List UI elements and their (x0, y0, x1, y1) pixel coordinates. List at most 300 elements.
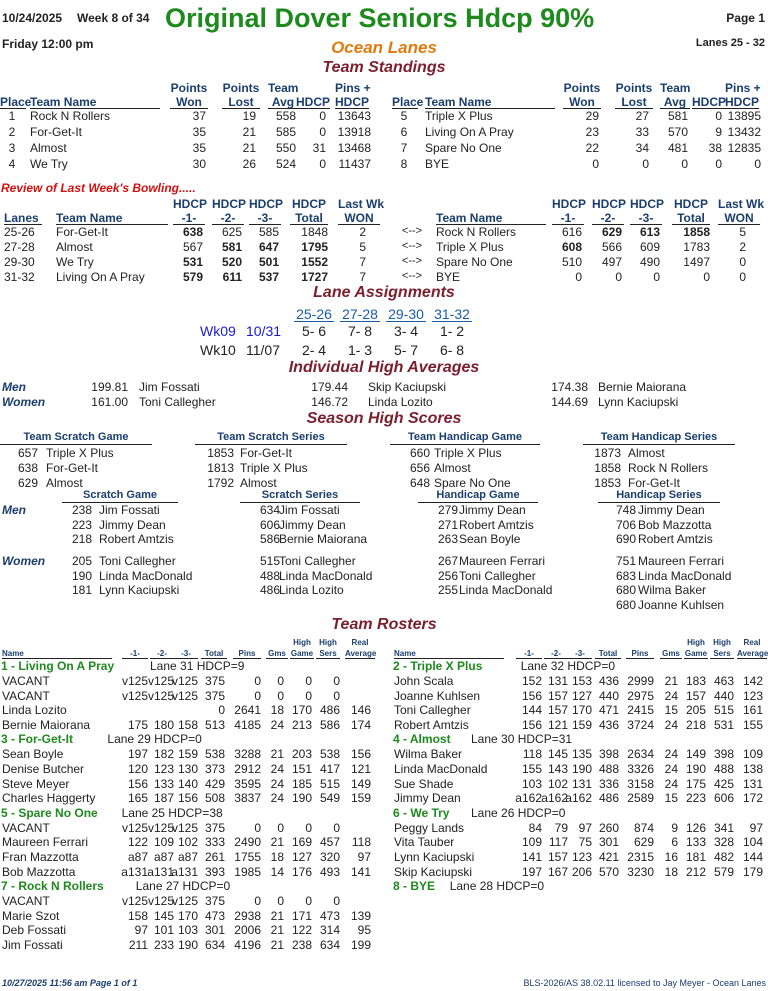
roster-game3: 97 (578, 820, 592, 835)
col-game3: -3- (568, 650, 592, 659)
standing-lost: 34 (635, 141, 649, 155)
roster-pins: 2315 (627, 850, 654, 864)
roster-games: 0 (277, 894, 284, 909)
col-team-avg: Team (660, 81, 691, 95)
roster-pins: 2490 (234, 835, 261, 850)
league-title: Original Dover Seniors Hdcp 90% (165, 3, 595, 33)
roster-team-info: Lane 25 HDCP=38 (121, 805, 223, 820)
roster-player-name: Sean Boyle (2, 747, 64, 762)
high-avg-name: Toni Callegher (139, 395, 216, 409)
review-team: BYE (436, 270, 461, 284)
roster-high-series: 457 (319, 835, 340, 850)
roster-pins: 2912 (234, 762, 261, 776)
col-game: -3- (249, 212, 281, 225)
roster-high-series: 425 (713, 776, 734, 791)
roster-game1: v125 (121, 820, 148, 835)
roster-pins: 0 (254, 894, 261, 909)
roster-average: 155 (742, 717, 763, 732)
roster-game1: v125 (121, 894, 148, 909)
ind-high-name: Sean Boyle (459, 532, 521, 547)
roster-high-series: 634 (319, 938, 340, 952)
standing-pins: 13468 (337, 141, 371, 155)
ind-high-value: 690 (615, 532, 636, 547)
roster-game1: v125 (121, 674, 148, 688)
review-game1: 0 (575, 270, 582, 284)
roster-total: 471 (598, 703, 619, 718)
col-games: Gms (660, 650, 682, 659)
standing-team: We Try (30, 157, 68, 171)
roster-team-info: Lane 26 HDCP=0 (471, 805, 566, 820)
footer-printed: 10/27/2025 11:56 am Page 1 of 1 (2, 978, 138, 988)
review-team: We Try (56, 255, 94, 269)
roster-high-game: 157 (685, 688, 706, 703)
standing-lost: 0 (642, 157, 649, 171)
roster-player-name: Denise Butcher (2, 762, 85, 776)
roster-game2: 133 (153, 776, 174, 791)
review-total: 0 (703, 270, 710, 284)
roster-average: 174 (350, 717, 371, 732)
review-total: 1497 (683, 255, 710, 269)
roster-game1: 156 (127, 776, 148, 791)
roster-game3: a131 (171, 864, 198, 879)
ind-high-name: Toni Callegher (99, 554, 176, 568)
review-vs: <--> (401, 255, 423, 267)
roster-average: 138 (742, 762, 763, 776)
roster-team-name: 2 - Triple X Plus (393, 659, 483, 673)
ind-high-value: 271 (437, 517, 458, 532)
team-group-label: Team Scratch Game (0, 432, 152, 445)
roster-player-name: Marie Szot (2, 908, 60, 923)
ind-high-name: Linda MacDonald (459, 583, 553, 598)
roster-player-name: Deb Fossati (2, 923, 67, 938)
high-avg-name: Skip Kaciupski (368, 380, 447, 394)
ind-high-value: 205 (71, 554, 92, 568)
high-avg-name: Bernie Maiorana (598, 380, 687, 394)
review-total: 1552 (301, 255, 328, 269)
standing-lost: 19 (242, 109, 256, 123)
col-won: WON (718, 212, 760, 225)
high-avg-name: Lynn Kaciupski (598, 395, 679, 409)
col-points-lost: Points (222, 81, 260, 95)
roster-games: 24 (270, 791, 284, 806)
roster-game2: 123 (153, 762, 174, 776)
roster-pins: 4185 (234, 717, 261, 732)
roster-game3: v125 (171, 688, 198, 703)
roster-total: 375 (204, 688, 225, 703)
high-avg-value: 199.81 (91, 380, 128, 394)
standing-lost: 26 (242, 157, 256, 171)
roster-player-name: Peggy Lands (394, 820, 465, 835)
roster-game1: 158 (127, 908, 148, 923)
roster-high-game: 181 (685, 850, 706, 864)
roster-pins: 0 (254, 820, 261, 835)
review-total: 1795 (301, 240, 328, 254)
roster-game3: 158 (177, 717, 198, 732)
col-total: Total (290, 212, 328, 225)
standing-place: 4 (8, 157, 16, 171)
lane-week: Wk10 (200, 342, 236, 358)
roster-high-series: 549 (319, 791, 340, 806)
review-won: 5 (739, 225, 746, 239)
roster-high-game: 190 (685, 762, 706, 776)
roster-game1: 97 (134, 923, 148, 938)
roster-game2: 117 (548, 835, 568, 850)
roster-game2: 233 (153, 938, 174, 952)
roster-game2: a162 (541, 791, 568, 806)
roster-pins: 0 (254, 688, 261, 703)
ind-high-value: 256 (437, 568, 458, 583)
review-total: 1858 (683, 225, 710, 239)
standing-team: Spare No One (425, 141, 502, 155)
high-averages-title: Individual High Averages (288, 359, 480, 376)
roster-team-name: 8 - BYE (393, 879, 436, 894)
roster-pins: 2589 (627, 791, 654, 806)
review-game2: 581 (221, 240, 242, 254)
roster-pins: 2415 (627, 703, 654, 718)
review-won: 7 (359, 270, 366, 284)
roster-games: 9 (671, 820, 678, 835)
roster-average: 161 (742, 703, 763, 718)
roster-games: 18 (270, 850, 284, 864)
review-title: Review of Last Week's Bowling..... (1, 181, 196, 195)
ind-high-name: Linda Lozito (279, 583, 344, 598)
roster-total: 373 (204, 762, 225, 776)
roster-high-series: 0 (333, 820, 340, 835)
standing-pins: 13895 (727, 109, 761, 123)
roster-high-series: 417 (319, 762, 340, 776)
roster-games: 24 (664, 688, 678, 703)
ind-high-name: Maureen Ferrari (459, 554, 546, 568)
standing-pins: 13918 (337, 125, 371, 139)
roster-game3: v125 (171, 894, 198, 909)
roster-pins: 3326 (627, 762, 654, 776)
roster-average: 97 (357, 850, 371, 864)
lane-matchup: 3- 4 (393, 323, 419, 339)
ind-high-name: Bernie Maiorana (279, 532, 368, 547)
standing-pins: 13432 (727, 125, 761, 139)
ind-high-value: 486 (259, 583, 280, 598)
ind-high-name: Jimmy Dean (279, 517, 346, 532)
roster-team-name: 7 - Rock N Rollers (1, 879, 104, 894)
roster-game1: 197 (521, 864, 542, 879)
standing-avg: 0 (681, 157, 688, 171)
men-label: Men (2, 503, 26, 517)
standing-place: 2 (8, 125, 16, 139)
col-game3: -3- (174, 650, 198, 659)
roster-game1: 197 (127, 747, 148, 762)
team-high-team: Triple X Plus (46, 446, 114, 460)
roster-games: 15 (664, 703, 678, 718)
high-avg-value: 161.00 (91, 395, 128, 409)
lane-matchup: 7- 8 (347, 323, 373, 339)
roster-high-series: 538 (319, 747, 340, 762)
page-label: Page 1 (726, 11, 765, 25)
ind-high-name: Linda MacDonald (99, 568, 193, 583)
roster-games: 18 (664, 864, 678, 879)
roster-game2: 145 (547, 747, 568, 762)
roster-game1: a131 (121, 864, 148, 879)
roster-high-series: 606 (713, 791, 734, 806)
roster-team-name: 5 - Spare No One (1, 805, 98, 820)
col-hdcp: HDCP (692, 95, 727, 109)
roster-average: 109 (742, 747, 763, 762)
standing-pins: 13643 (337, 109, 371, 123)
roster-player-name: Skip Kaciupski (394, 864, 473, 879)
col-high-series: Sers (316, 650, 340, 659)
standing-hdcp: 31 (312, 141, 326, 155)
roster-games: 24 (270, 776, 284, 791)
lane-matchup: 5- 6 (301, 323, 327, 339)
roster-game3: a162 (565, 791, 592, 806)
standing-hdcp: 38 (708, 141, 722, 155)
high-avg-name: Jim Fossati (139, 380, 200, 394)
roster-player-name: Lynn Kaciupski (394, 850, 475, 864)
roster-team-info: Lane 30 HDCP=31 (471, 732, 573, 747)
standing-won: 22 (585, 141, 599, 155)
roster-games: 21 (270, 747, 284, 762)
roster-high-game: 126 (685, 820, 706, 835)
ind-high-value: 748 (615, 503, 636, 517)
roster-high-series: 531 (713, 717, 734, 732)
roster-pins: 3595 (234, 776, 261, 791)
team-high-value: 1858 (594, 461, 621, 475)
roster-player-name: Wilma Baker (394, 747, 463, 762)
roster-total: 336 (598, 776, 619, 791)
col-hdcp: HDCP (630, 197, 665, 211)
roster-high-game: 203 (291, 747, 312, 762)
roster-game3: 135 (571, 747, 592, 762)
col-high-game: Game (290, 649, 314, 658)
review-game1: 616 (561, 225, 582, 239)
review-vs: <--> (401, 270, 423, 282)
review-vs: <--> (401, 225, 423, 237)
roster-player-name: VACANT (2, 674, 50, 688)
col-place: Place (0, 95, 32, 109)
roster-pins: 4196 (234, 938, 261, 952)
review-won: 2 (739, 240, 746, 254)
review-total: 1783 (683, 240, 710, 254)
ind-high-value: 488 (259, 568, 280, 583)
col-game2: -2- (544, 650, 568, 659)
roster-pins: 2938 (234, 908, 261, 923)
roster-game2: 187 (153, 791, 174, 806)
col-won: WON (338, 212, 380, 225)
review-lanes: 29-30 (4, 255, 35, 269)
standing-hdcp: 0 (715, 157, 722, 171)
roster-total: 375 (204, 820, 225, 835)
col-game: -2- (212, 212, 244, 225)
col-hdcp: HDCP (296, 95, 331, 109)
review-vs: <--> (401, 240, 423, 252)
team-high-value: 657 (17, 446, 38, 460)
col-total: Total (672, 212, 710, 225)
standing-pins: 0 (754, 157, 761, 171)
ind-high-value: 181 (71, 583, 92, 598)
roster-high-series: 341 (713, 820, 734, 835)
roster-team-name: 1 - Living On A Pray (1, 659, 115, 673)
roster-game1: 103 (521, 776, 542, 791)
individual-group-label: Scratch Game (62, 490, 178, 503)
roster-game3: v125 (171, 674, 198, 688)
lane-pair-header: 31-32 (432, 307, 472, 322)
roster-game2: 131 (547, 674, 568, 688)
review-team: Spare No One (436, 255, 513, 269)
review-game3: 501 (258, 255, 279, 269)
col-game: -2- (592, 212, 624, 225)
roster-game3: 140 (177, 776, 198, 791)
standing-avg: 481 (667, 141, 688, 155)
roster-high-series: 0 (333, 674, 340, 688)
ind-high-value: 706 (615, 517, 636, 532)
roster-game2: v125 (147, 894, 174, 909)
team-high-team: For-Get-It (628, 476, 681, 490)
roster-game1: 152 (521, 674, 542, 688)
team-high-value: 648 (409, 476, 430, 490)
roster-game1: 141 (521, 850, 542, 864)
roster-game1: 122 (127, 835, 148, 850)
standing-pins: 12835 (727, 141, 761, 155)
roster-high-series: 320 (319, 850, 340, 864)
col-high-game: Game (684, 649, 708, 658)
standing-place: 7 (400, 141, 408, 155)
col-points-won: Won (563, 96, 601, 109)
roster-game1: 84 (528, 820, 542, 835)
roster-average: 118 (351, 835, 371, 850)
roster-pins: 2641 (234, 703, 261, 718)
col-team-avg: Avg (660, 96, 690, 109)
roster-games: 24 (664, 747, 678, 762)
review-lanes: 31-32 (4, 270, 35, 284)
team-high-team: For-Get-It (240, 446, 293, 460)
roster-high-game: 238 (291, 938, 312, 952)
roster-high-series: 515 (319, 776, 340, 791)
col-high-series: High (713, 638, 731, 647)
roster-player-name: Maureen Ferrari (2, 835, 89, 850)
roster-pins: 3230 (627, 864, 654, 879)
team-high-value: 656 (409, 461, 430, 475)
roster-total: 375 (204, 674, 225, 688)
col-points-lost: Points (615, 81, 653, 95)
rosters-title: Team Rosters (331, 616, 437, 633)
roster-player-name: Jimmy Dean (394, 791, 461, 806)
roster-games: 18 (270, 703, 284, 718)
col-hdcp: HDCP (173, 197, 208, 211)
team-high-team: Almost (628, 446, 665, 460)
ind-high-name: Maureen Ferrari (638, 554, 725, 568)
col-pins-hdcp: HDCP (335, 95, 370, 109)
ind-high-name: Jimmy Dean (99, 517, 166, 532)
ind-high-value: 190 (71, 568, 92, 583)
roster-average: 131 (742, 776, 763, 791)
roster-game1: 165 (127, 791, 148, 806)
review-lanes: 25-26 (4, 225, 35, 239)
review-won: 7 (359, 255, 366, 269)
roster-high-series: 473 (319, 908, 340, 923)
col-high-game: High (293, 638, 311, 647)
roster-game3: 123 (571, 850, 592, 864)
standing-lost: 27 (635, 109, 649, 123)
roster-game2: v125 (147, 674, 174, 688)
roster-games: 14 (270, 864, 284, 879)
roster-games: 21 (270, 923, 284, 938)
team-high-team: Rock N Rollers (628, 461, 709, 475)
roster-high-game: 0 (305, 674, 312, 688)
roster-high-game: 213 (291, 717, 312, 732)
roster-game3: 131 (571, 776, 592, 791)
team-high-team: Triple X Plus (434, 446, 502, 460)
roster-high-series: 482 (713, 850, 734, 864)
roster-average: 97 (749, 820, 763, 835)
high-avg-value: 174.38 (551, 380, 588, 394)
roster-high-series: 486 (319, 703, 340, 718)
roster-high-game: 0 (305, 820, 312, 835)
roster-game2: 182 (153, 747, 174, 762)
lane-matchup: 1- 3 (347, 342, 373, 358)
roster-team-info: Lane 32 HDCP=0 (520, 659, 616, 673)
roster-high-series: 0 (333, 894, 340, 909)
ind-high-name: Linda MacDonald (638, 568, 732, 583)
col-high-series: Sers (710, 650, 734, 659)
lane-week: Wk09 (200, 323, 236, 339)
roster-team-info: Lane 28 HDCP=0 (449, 879, 545, 894)
standing-team: Rock N Rollers (30, 109, 111, 123)
col-hdcp: HDCP (212, 197, 247, 211)
roster-team-info: Lane 31 HDCP=9 (150, 659, 245, 673)
team-high-team: Triple X Plus (240, 461, 308, 475)
lane-matchup: 6- 8 (439, 342, 465, 358)
roster-game2: a87 (153, 850, 174, 864)
review-total: 1727 (301, 270, 328, 284)
roster-games: 24 (270, 717, 284, 732)
roster-pins: 3837 (234, 791, 261, 806)
roster-games: 21 (270, 938, 284, 952)
team-high-value: 1853 (207, 446, 234, 460)
lane-matchup: 2- 4 (301, 342, 327, 358)
team-high-value: 1792 (207, 476, 234, 490)
roster-player-name: Bernie Maiorana (2, 717, 91, 732)
standing-hdcp: 0 (319, 109, 326, 123)
roster-high-game: 149 (685, 747, 706, 762)
roster-games: 24 (270, 762, 284, 776)
lane-pair-header: 27-28 (340, 307, 380, 322)
roster-high-series: 328 (713, 835, 734, 850)
roster-games: 15 (664, 791, 678, 806)
men-label: Men (2, 380, 26, 394)
roster-player-name: Linda MacDonald (394, 762, 488, 776)
high-avg-value: 144.69 (551, 395, 588, 409)
roster-average: 179 (742, 864, 763, 879)
standing-place: 8 (400, 157, 408, 171)
col-hdcp: HDCP (291, 197, 326, 211)
standing-avg: 524 (275, 157, 296, 171)
col-game2: -2- (150, 650, 174, 659)
col-pins-hdcp: HDCP (725, 95, 760, 109)
roster-games: 0 (277, 688, 284, 703)
review-lanes: 27-28 (4, 240, 35, 254)
standing-won: 0 (592, 157, 599, 171)
ind-high-name: Robert Amtzis (99, 532, 174, 547)
roster-total: 486 (598, 791, 619, 806)
roster-game3: 159 (177, 747, 198, 762)
ind-high-name: Robert Amtzis (459, 517, 534, 532)
roster-total: 301 (598, 835, 619, 850)
col-hdcp: HDCP (249, 197, 284, 211)
report-date: 10/24/2025 (2, 11, 63, 25)
ind-high-value: 267 (437, 554, 458, 568)
col-game1: -1- (122, 650, 148, 659)
roster-high-game: 151 (291, 762, 312, 776)
lane-assignments-title: Lane Assignments (313, 284, 455, 301)
